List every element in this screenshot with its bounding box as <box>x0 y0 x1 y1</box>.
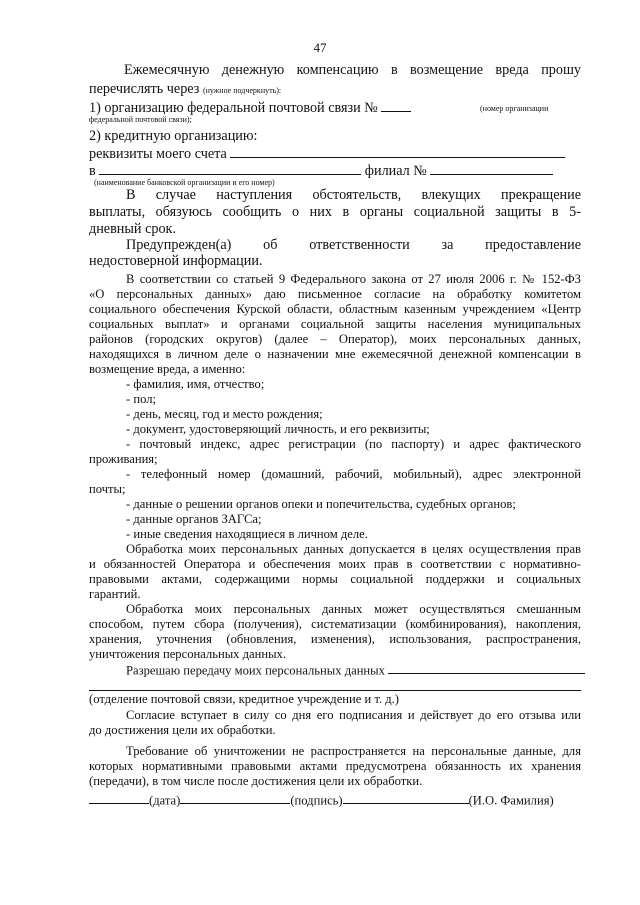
consent-p1-line-5: районов (городских округов) (далее – Оператор), моих персональных данных, <box>89 332 581 346</box>
consent-p6-line-3: (передачи), в том числе после достижения цели их обработки. <box>89 774 423 788</box>
signature-line <box>180 792 290 804</box>
page-number: 47 <box>313 40 327 55</box>
transfer-note: (отделение почтовой связи, кредитное учреждение и т. д.) <box>89 692 399 706</box>
consent-p2-line-3: правовыми актами, содержащими нормы социальной поддержки и социальных <box>89 572 581 586</box>
list-item: - документ, удостоверяющий личность, и его реквизиты; <box>126 422 430 436</box>
bank-name-line <box>99 161 361 175</box>
bank-line: в филиал № <box>89 161 581 180</box>
consent-p6-line-2: которых нормативными правовыми актами предусмотрена обязанность их хранения <box>89 759 581 773</box>
name-label: (И.О. Фамилия) <box>468 793 554 808</box>
consent-p2-line-2: и обязанностей Оператора и обеспечения моих прав в соответствии с нормативно- <box>89 557 581 571</box>
account-details: реквизиты моего счета <box>89 144 581 163</box>
postal-number-note-2: федеральной почтовой связи); <box>89 115 192 124</box>
name-line <box>343 792 469 804</box>
list-item-cont: почты; <box>89 482 126 496</box>
compensation-line-2: перечислять через (нужное подчеркнуть): <box>89 81 282 97</box>
date-line <box>89 792 149 804</box>
consent-p2-line-4: гарантий. <box>89 587 141 601</box>
notice-line-3: дневный срок. <box>89 221 176 237</box>
consent-p3-line-3: хранения, уточнения (обновления, изменения), использования, распространения, <box>89 632 581 646</box>
consent-p1-line-7: возмещение вреда, а именно: <box>89 362 246 376</box>
consent-p5-line-1: Согласие вступает в силу со дня его подписания и действует до его отзыва или <box>126 708 581 722</box>
consent-p6-line-1: Требование об уничтожении не распространяется на персональные данные, для <box>126 744 581 758</box>
date-label: (дата) <box>149 793 181 808</box>
consent-p1-line-1: В соответствии со статьей 9 Федерального закона от 27 июля 2006 г. № 152-ФЗ <box>126 272 581 286</box>
transfer-permission: Разрешаю передачу моих персональных данных <box>126 662 581 678</box>
notice-line-1: В случае наступления обстоятельств, влекущих прекращение <box>126 187 581 203</box>
list-item: - почтовый индекс, адрес регистрации (по паспорту) и адрес фактического <box>126 437 581 451</box>
bank-note: (наименование банковской организации и его номер) <box>94 178 275 187</box>
list-item: - иные сведения находящиеся в личном деле. <box>126 527 368 541</box>
option-credit: 2) кредитную организацию: <box>89 128 258 144</box>
postal-number-line <box>381 98 411 112</box>
account-details-line <box>230 144 565 158</box>
list-item: - день, месяц, год и место рождения; <box>126 407 323 421</box>
consent-p1-line-4: социальных выплат» и органами социальной защиты населения муниципальных <box>89 317 581 331</box>
list-item: - данные органов ЗАГСа; <box>126 512 262 526</box>
list-item: - фамилия, имя, отчество; <box>126 377 265 391</box>
signature-row <box>89 792 581 808</box>
consent-p1-line-2: «О персональных данных» даю письменное согласие на обработку комитетом <box>89 287 581 301</box>
transfer-recipient-line-2 <box>89 690 581 691</box>
list-item: - пол; <box>126 392 156 406</box>
option-postal: 1) организацию федеральной почтовой связи № <box>89 98 581 117</box>
warning-line-2: недостоверной информации. <box>89 253 263 269</box>
list-item: - данные о решении органов опеки и попечительства, судебных органов; <box>126 497 516 511</box>
postal-number-note: (номер организации <box>480 104 549 113</box>
consent-p3-line-2: способом, путем сбора (получения), систематизации (комбинирования), накопления, <box>89 617 581 631</box>
compensation-line-1: Ежемесячную денежную компенсацию в возмещение вреда прошу <box>124 62 581 78</box>
consent-p3-line-1: Обработка моих персональных данных может осуществляться смешанным <box>126 602 581 616</box>
warning-line-1: Предупрежден(а) об ответственности за предоставление <box>126 237 581 253</box>
branch-number-line <box>430 161 553 175</box>
list-item: - телефонный номер (домашний, рабочий, мобильный), адрес электронной <box>126 467 581 481</box>
consent-p3-line-4: уничтожения персональных данных. <box>89 647 286 661</box>
transfer-recipient-line <box>388 662 585 674</box>
notice-line-2: выплаты, обязуюсь сообщить о них в органы социальной защиты в 5- <box>89 204 581 220</box>
consent-p2-line-1: Обработка моих персональных данных допускается в целях осуществления прав <box>126 542 581 556</box>
signature-label: (подпись) <box>290 793 343 808</box>
consent-p5-line-2: до достижения цели их обработки. <box>89 723 276 737</box>
consent-p1-line-3: социального обеспечения Курской области, областным казенным учреждением «Центр <box>89 302 581 316</box>
list-item-cont: проживания; <box>89 452 158 466</box>
consent-p1-line-6: находящихся в личном деле о назначении мне ежемесячной денежной компенсации в <box>89 347 581 361</box>
